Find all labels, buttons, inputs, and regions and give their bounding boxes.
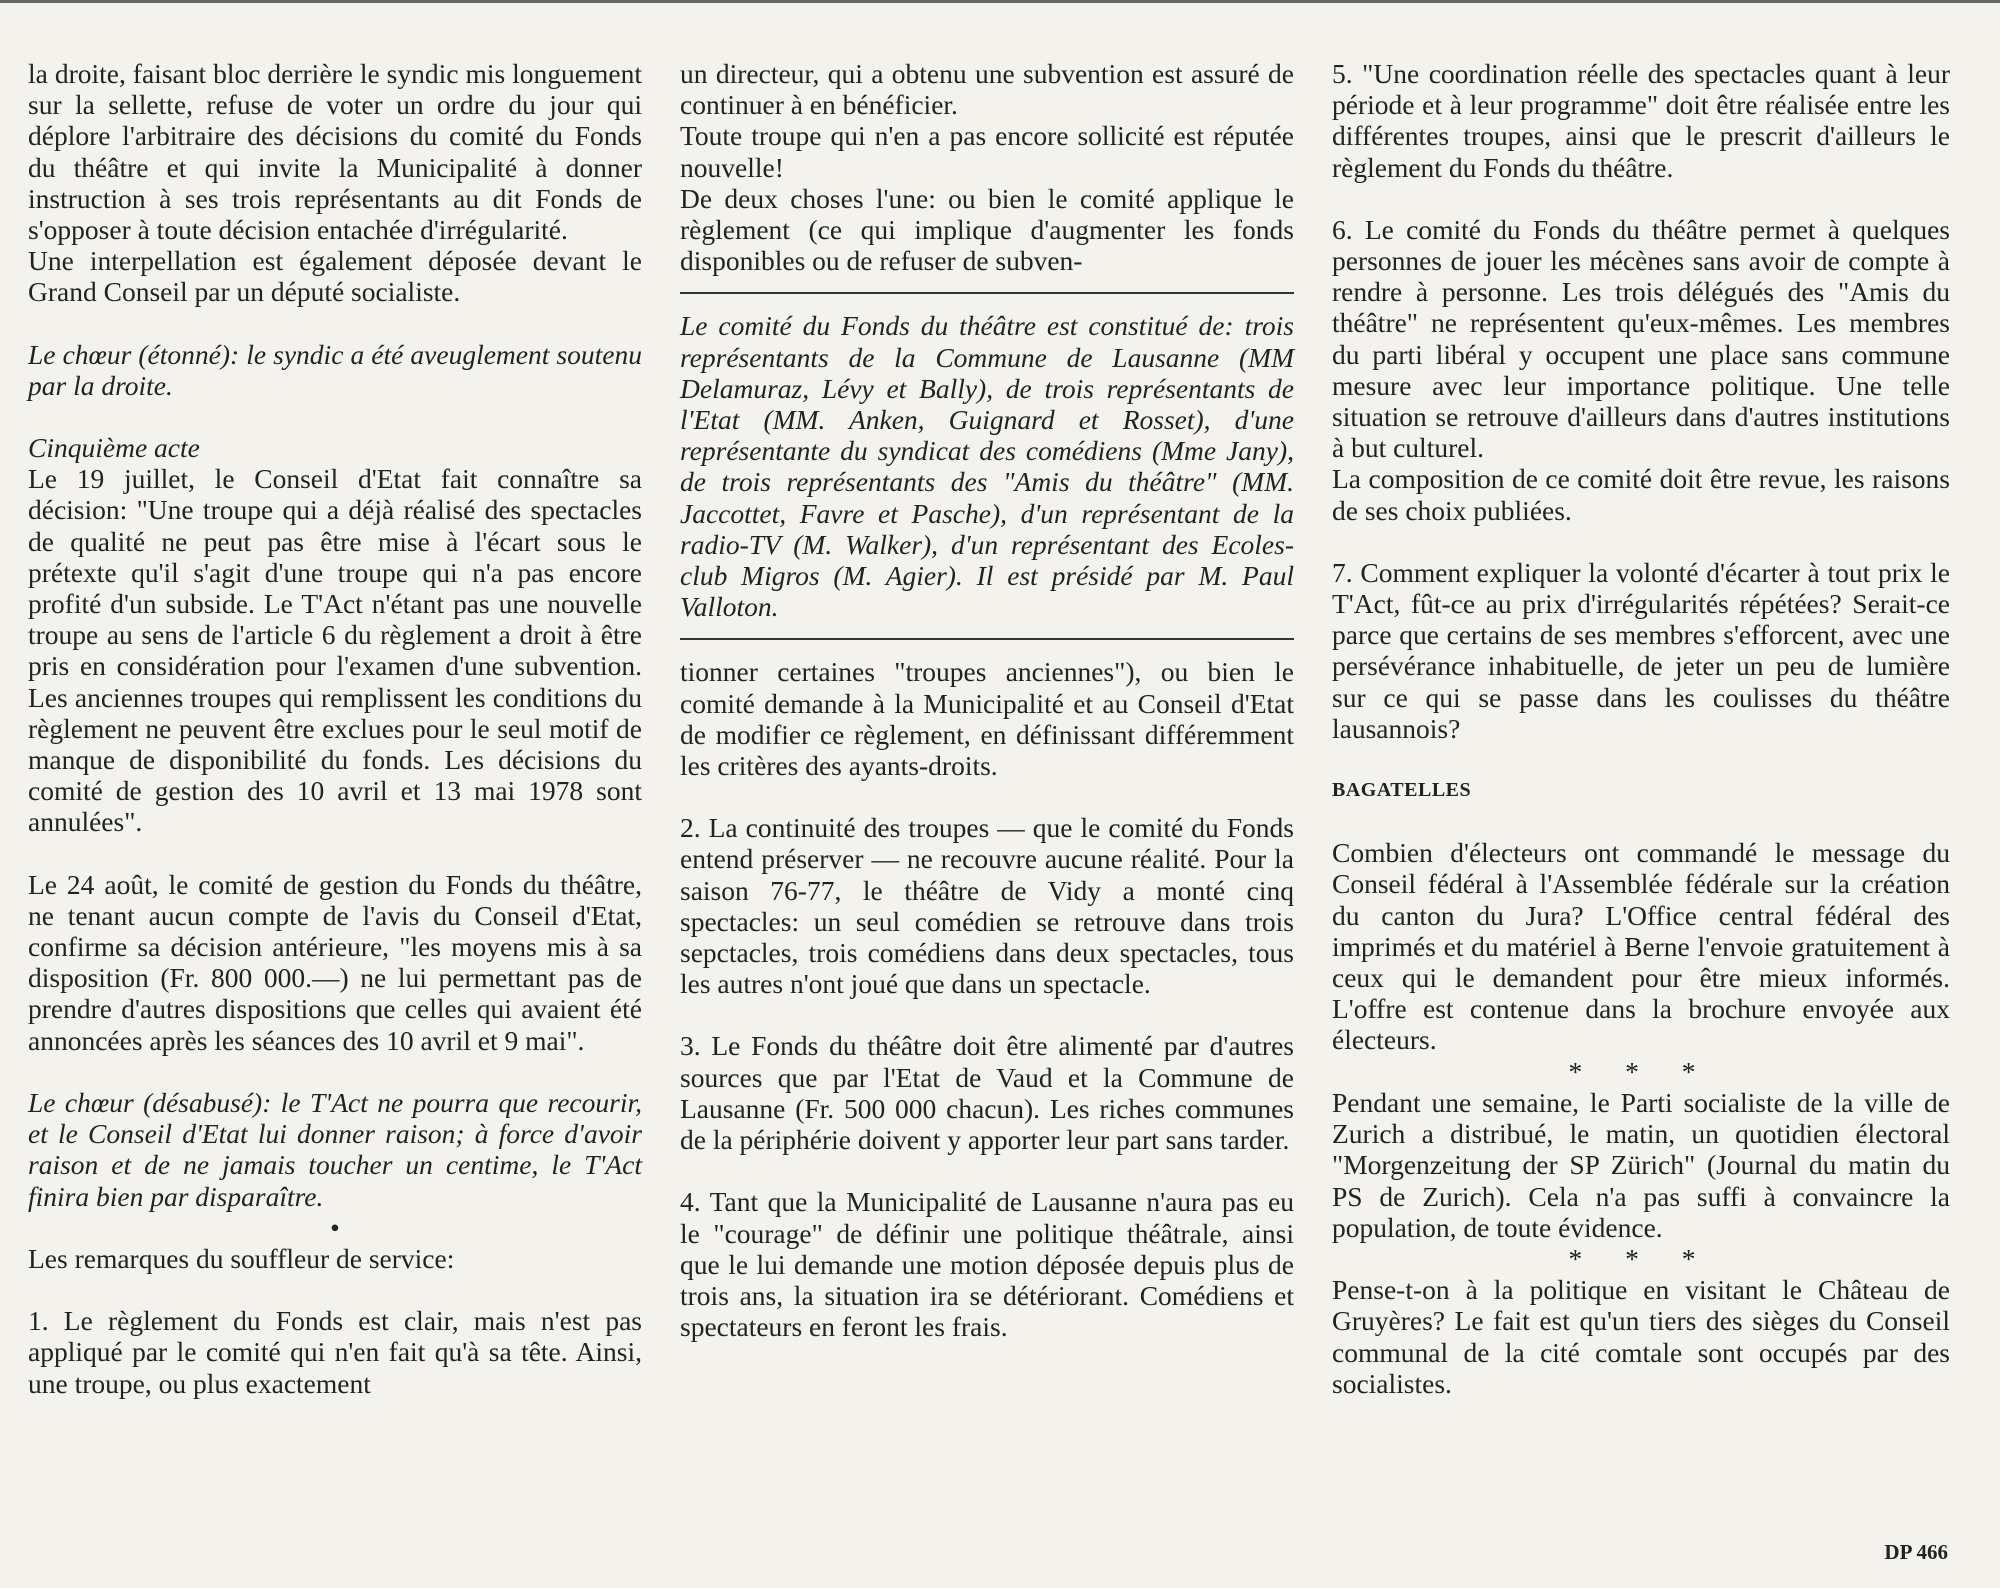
chorus-note: Le chœur (désabusé): le T'Act ne pourra que recourir, et le Conseil d'Etat lui donner raison; à force d'avoir raison et de ne jamais toucher un centime, le T'Act finira bien par disparaître.: [28, 1086, 642, 1212]
paragraph: Le 24 août, le comité de gestion du Fonds du théâtre, ne tenant aucun compte de l'avis du Conseil d'Etat, confirme sa décision antérieure, "les moyens mis à sa disposition (Fr. 800 000.—) ne lui permettant pas de prendre d'autres dispositions que celles qui avaient été annoncées après les séances des 10 avril et 9 mai".: [28, 868, 642, 1056]
column-2: [680, 58, 1294, 1342]
box-rule-bottom: [680, 638, 1294, 640]
section-heading: BAGATELLES: [1332, 779, 1472, 802]
paragraph: La composition de ce comité doit être revue, les raisons de ses choix publiées.: [1332, 463, 1950, 526]
paragraph: Le 19 juillet, le Conseil d'Etat fait connaître sa décision: "Une troupe qui a déjà réalisé des spectacles de qualité ne peut pas être mise à l'écart sous le prétexte qu'il s'agit d'une troupe qui n'a pas encore profité d'un subside. Le T'Act n'étant pas une nouvelle troupe au sens de l'article 6 du règlement a droit à être pris en considération pour l'examen d'une subvention. Les anciennes troupes qui remplissent les conditions du règlement ne peuvent être exclues pour le seul motif de manque de disponibilité du fonds. Les décisions du comité de gestion des 10 avril et 13 mai 1978 sont annulées".: [28, 463, 642, 838]
paragraph: un directeur, qui a obtenu une subvention est assuré de continuer à en bénéficier.: [680, 58, 1294, 121]
paragraph: 5. "Une coordination réelle des spectacles quant à leur période et à leur programme" doit être réalisée entre les différentes troupes, ainsi que le prescrit d'ailleurs le règlement du Fonds du théâtre.: [1332, 58, 1950, 183]
paragraph: 7. Comment expliquer la volonté d'écarter à tout prix le T'Act, fût-ce au prix d'irrégularités répétées? Serait-ce parce que certains de ses membres s'efforcent, avec une persévérance inhabituelle, de jeter un peu de lumière sur ce qui se passe dans les coulisses du théâtre lausannois?: [1332, 556, 1950, 744]
act-title: Cinquième acte: [28, 432, 200, 464]
box-rule-top: [680, 292, 1294, 294]
page-number: DP 466: [1884, 1540, 1948, 1564]
paragraph: 6. Le comité du Fonds du théâtre permet à quelques personnes de jouer les mécènes sans avoir de compte à rendre à personne. Les trois délégués des "Amis du théâtre" ne représentent qu'eux-mêmes. Les membres du parti libéral y occupent une place sans commune mesure avec leur importance politique. Une telle situation se retrouve d'ailleurs dans d'autres institutions à but culturel.: [1332, 213, 1950, 464]
paragraph: De deux choses l'une: ou bien le comité applique le règlement (ce qui implique d'augmenter les fonds disponibles ou de refuser de subven-: [680, 182, 1294, 277]
paragraph: tionner certaines "troupes anciennes"), ou bien le comité demande à la Municipalité et au Conseil d'Etat de modifier ce règlement, en définissant différemment les critères des ayants-droits.: [680, 656, 1294, 782]
paragraph: Une interpellation est également déposée devant le Grand Conseil par un député socialiste.: [28, 245, 642, 308]
paragraph: Pense-t-on à la politique en visitant le Château de Gruyères? Le fait est qu'un tiers des sièges du Conseil communal de la cité comtale sont occupés par des socialistes.: [1332, 1274, 1950, 1399]
chorus-note: Le chœur (étonné): le syndic a été aveuglement soutenu par la droite.: [28, 338, 642, 401]
paragraph: Les remarques du souffleur de service:: [28, 1242, 455, 1274]
paragraph: 1. Le règlement du Fonds est clair, mais n'est pas appliqué par le comité qui n'en fait qu'à sa tête. Ainsi, une troupe, ou plus exactement: [28, 1305, 642, 1399]
paragraph: la droite, faisant bloc derrière le syndic mis longuement sur la sellette, refuse de voter un ordre du jour qui déplore l'arbitraire des décisions du comité du Fonds du théâtre et qui invite la Municipalité à donner instruction à ses trois représentants au dit Fonds de s'opposer à toute décision entachée d'irrégularité.: [28, 58, 642, 246]
paragraph: Toute troupe qui n'en a pas encore sollicité est réputée nouvelle!: [680, 120, 1294, 183]
separator-stars: * * *: [1568, 1242, 1714, 1274]
paragraph: 3. Le Fonds du théâtre doit être alimenté par d'autres sources que par l'Etat de Vaud et la Commune de Lausanne (Fr. 500 000 chacun). Les riches communes de la périphérie doivent y apporter leur part sans tarder.: [680, 1030, 1294, 1156]
paragraph: 2. La continuité des troupes — que le comité du Fonds entend préserver — ne recouvre aucune réalité. Pour la saison 76-77, le théâtre de Vidy a monté cinq spectacles: un seul comédien se retrouve dans trois sepctacles, trois comédiens dans deux spectacles, tous les autres n'ont joué que dans un spectacle.: [680, 812, 1294, 1000]
committee-box: Le comité du Fonds du théâtre est constitué de: trois représentants de la Commune de Lausanne (MM Delamuraz, Lévy et Bally), de trois représentants de l'Etat (MM. Anken, Guignard et Rosset), d'une représentante du syndicat des comédiens (Mme Jany), de trois représentants des "Amis du théâtre" (MM. Jaccottet, Favre et Pasche), d'un représentant de la radio-TV (M. Walker), d'un représentant des Ecoles-club Migros (M. Agier). Il est présidé par M. Paul Valloton.: [680, 310, 1294, 623]
top-rule: [0, 0, 2000, 3]
separator-stars: * * *: [1568, 1055, 1714, 1087]
column-3: [1332, 58, 1950, 1399]
paragraph: 4. Tant que la Municipalité de Lausanne n'aura pas eu le "courage" de définir une politique théâtrale, ainsi que le lui demande une motion déposée depuis plus de trois ans, la situation ira se détériorant. Comédiens et spectateurs en feront les frais.: [680, 1186, 1294, 1343]
paragraph: Pendant une semaine, le Parti socialiste de la ville de Zurich a distribué, le matin, un quotidien électoral "Morgenzeitung der SP Zürich" (Journal du matin du PS de Zurich). Cela n'a pas suffi à convaincre la population, de toute évidence.: [1332, 1086, 1950, 1243]
separator-dot: •: [330, 1211, 340, 1243]
column-1: [28, 58, 642, 1399]
paragraph: Combien d'électeurs ont commandé le message du Conseil fédéral à l'Assemblée fédérale sur la création du canton du Jura? L'Office central fédéral des imprimés et du matériel à Berne l'envoie gratuitement à ceux qui le demandent pour être mieux informés. L'offre est contenue dans la brochure envoyée aux électeurs.: [1332, 837, 1950, 1056]
